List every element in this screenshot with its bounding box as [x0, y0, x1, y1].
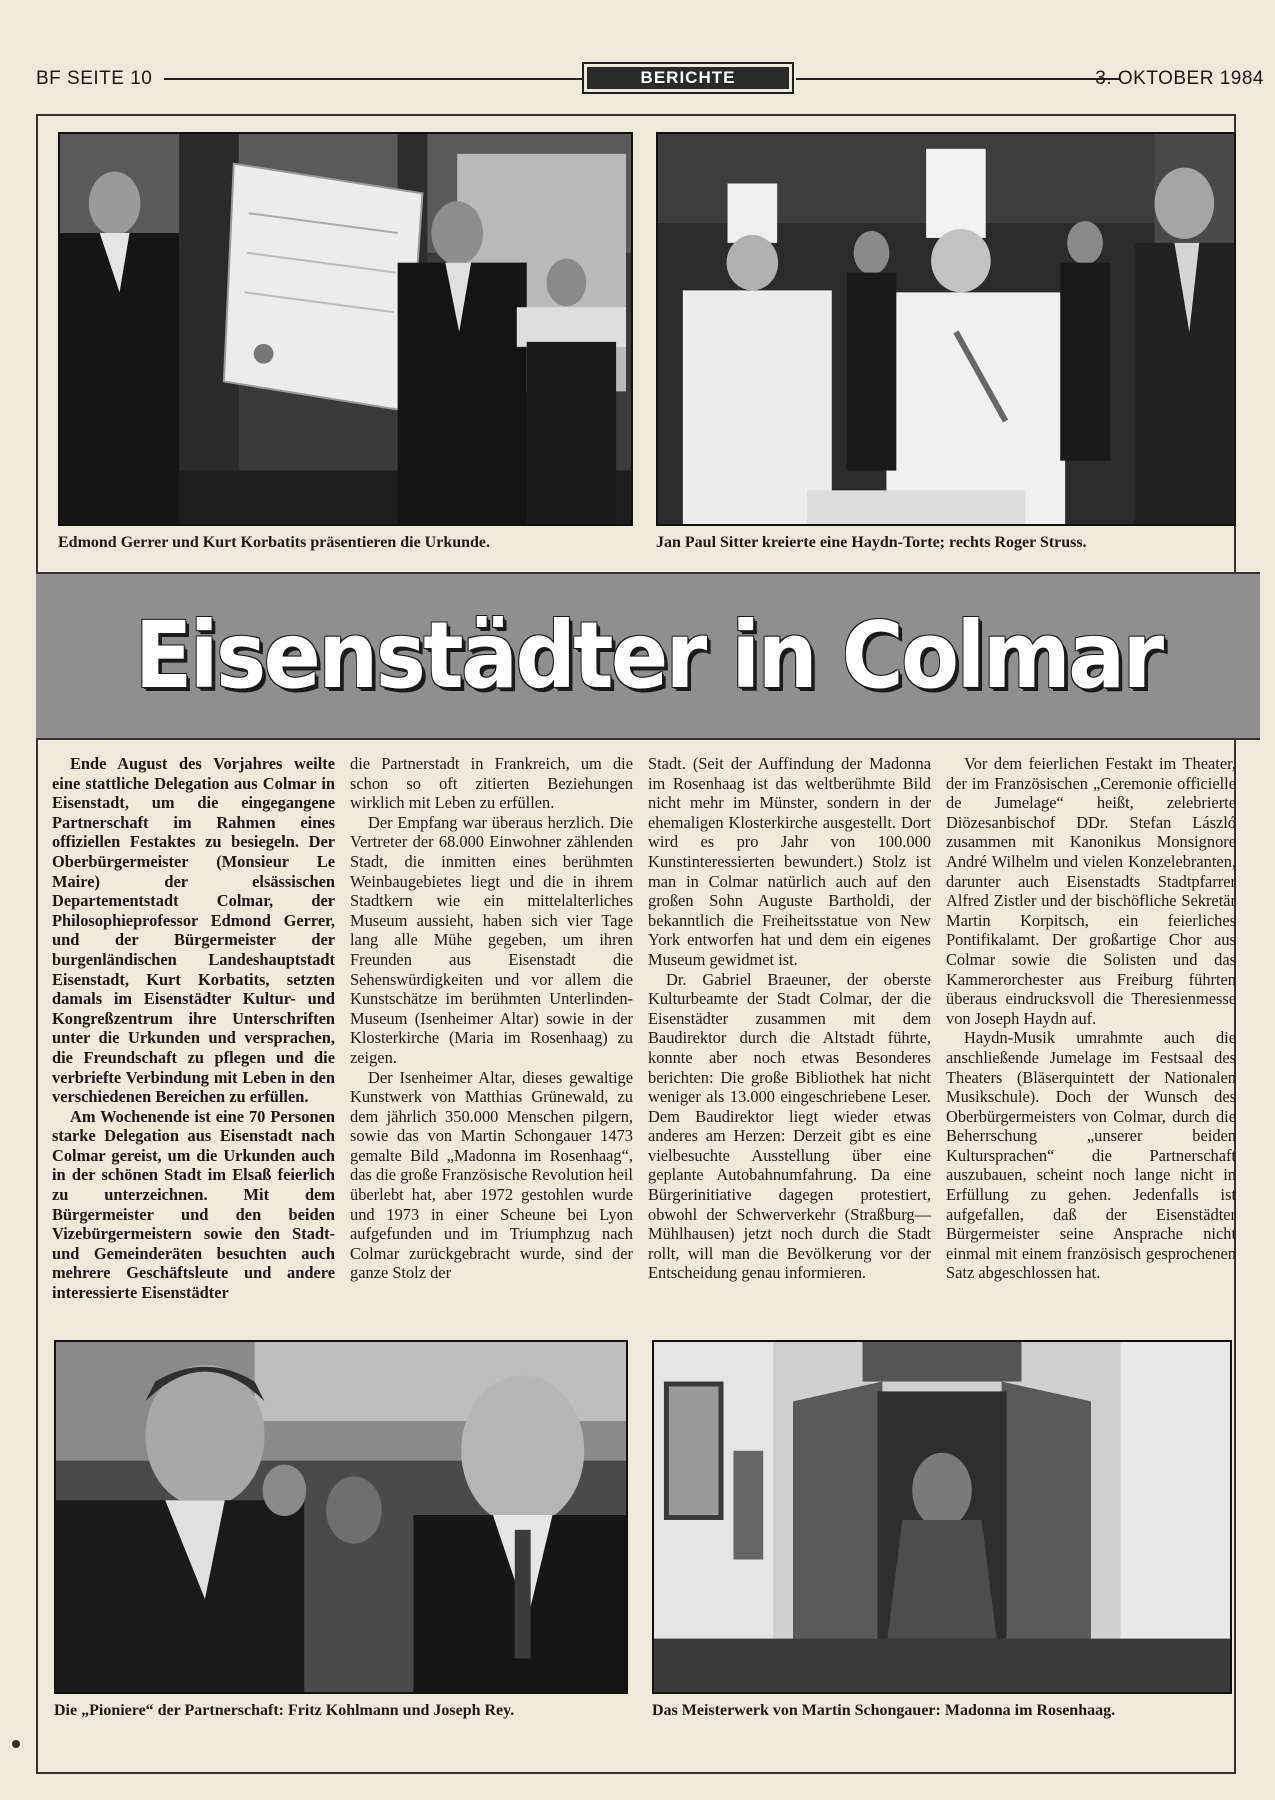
section-label-box: [582, 62, 794, 94]
article-column-2: [350, 754, 633, 1283]
page-header: [36, 62, 1264, 96]
caption-top-right: Jan Paul Sitter kreierte eine Haydn-Torte; rechts Roger Struss.: [656, 534, 1087, 551]
paragraph: Stadt. (Seit der Auffindung der Madonna im Rosenhaag ist das weltberühmte Bild nicht mehr im Münster, sondern in der ehemaligen Klosterkirche ausgestellt. Dort wird es pro Jahr von 100.000 Kunstinteressierten bewundert.) Stolz ist man in Colmar natürlich auch auf den großen Sohn Auguste Bartholdi, der bekanntlich die Freiheitsstatue von New York entworfen hat und dem ein eigenes Museum gewidmet ist.: [648, 754, 931, 969]
section-label: BERICHTE: [587, 67, 789, 89]
caption-top-left: Edmond Gerrer und Kurt Korbatits präsentieren die Urkunde.: [58, 534, 491, 551]
paragraph: Haydn-Musik umrahmte auch die anschließende Jumelage im Festsaal des Theaters (Bläserquintett der Nationalen Musikschule). Doch der Wunsch des Oberbürgermeisters von Colmar, durch die Beherrschung „unserer beiden Kultursprachen“ die Partnerschaft auszubauen, scheint noch lange nicht in Erfüllung zu gehen. Jedenfalls ist aufgefallen, daß der Eisenstädter Bürgermeister seine Ansprache nicht einmal mit einem französisch gesprochenen Satz abgeschlossen hat.: [946, 1028, 1236, 1283]
photo-pioneers: [54, 1340, 628, 1694]
article-column-1: [52, 754, 335, 1303]
issue-date: 3. OKTOBER 1984: [1095, 68, 1264, 89]
headline-banner: [36, 572, 1260, 740]
photo-image: [60, 134, 631, 524]
photo-image: [658, 134, 1234, 524]
paragraph: Der Empfang war überaus herzlich. Die Vertreter der 68.000 Einwohner zählenden Stadt, die inmitten eines berühmten Weinbaugebietes liegt und die in ihrem Stadtkern wie ein mittelalterliches Museum aussieht, haben sich vier Tage lang alle Mühe gegeben, um ihren Freunden aus Eisenstadt die Sehenswürdigkeiten und vor allem die Kunstschätze im berühmten Unterlinden-Museum (Isenheimer Altar) sowie in der Klosterkirche (Maria im Rosenhaag) zu zeigen.: [350, 812, 633, 1067]
page-number: BF SEITE 10: [36, 68, 153, 89]
paragraph: Ende August des Vorjahres weilte eine stattliche Delegation aus Colmar in Eisenstadt, um die eingegangene Partnerschaft im Rahmen eines offiziellen Festaktes zu besiegeln. Der Oberbürgermeister (Monsieur Le Maire) der elsässischen Departementstadt Colmar, der Philosophieprofessor Edmond Gerrer, und der Bürgermeister der burgenländischen Landeshauptstadt Eisenstadt, Kurt Korbatits, setzten damals im Eisenstädter Kultur- und Kongreßzentrum ihre Unterschriften unter die Urkunden und versprachen, die Freundschaft zu pflegen und die verbriefte Verbindung mit Leben in den verschiedenen Bereichen zu erfüllen.: [52, 754, 335, 1107]
article-column-4: [946, 754, 1236, 1283]
paragraph: Dr. Gabriel Braeuner, der oberste Kulturbeamte der Stadt Colmar, der die Eisenstädter zusammen mit dem Baudirektor durch die Altstadt führte, konnte aber noch etwas Besonderes berichten: Die große Bibliothek hat nicht weniger als 13.000 eingeschriebene Leser. Dem Baudirektor liegt wieder etwas anderes am Herzen: Derzeit gibt es eine vielbesuchte Ausstellung über eine geplante Autobahnumfahrung. Da eine Bürgerinitiative dagegen protestiert, obwohl der Schwerverkehr (Straßburg—Mühlhausen) jetzt noch durch die Stadt rollt, will man die Bevölkerung vor der Entscheidung genau informieren.: [648, 969, 931, 1283]
header-rule-left: [164, 78, 582, 80]
photo-image: [654, 1342, 1230, 1692]
margin-mark: [12, 1740, 20, 1748]
article-column-3: [648, 754, 931, 1283]
paragraph: Vor dem feierlichen Festakt im Theater, der im Französischen „Ceremonie officielle de Jumelage“ heißt, zelebrierte Diözesanbischof DDr. Stefan László zusammen mit Kanonikus Monsignore André Wilhelm und vielen Konzelebranten, darunter auch Eisenstadts Stadtpfarrer Alfred Zistler und der bischöfliche Sekretär Martin Korpitsch, ein feierliches Pontifikalamt. Der großartige Chor aus Colmar sowie die Solisten und das Kammerorchester aus Freiburg führten überaus eindrucksvoll die Theresienmesse von Joseph Haydn auf.: [946, 754, 1236, 1028]
paragraph: Am Wochenende ist eine 70 Personen starke Delegation aus Eisenstadt nach Colmar gereist, um die Urkunden auch in der schönen Stadt im Elsaß feierlich zu unterzeichnen. Mit dem Bürgermeister und den beiden Vizebürgermeistern sowie den Stadt- und Gemeinderäten besuchten auch mehrere Geschäftsleute und andere interessierte Eisenstädter: [52, 1106, 335, 1303]
photo-haydn-cake: [656, 132, 1236, 526]
headline: Eisenstädter in Colmar: [134, 602, 1162, 709]
photo-madonna-altar: [652, 1340, 1232, 1694]
caption-bottom-left: Die „Pioniere“ der Partnerschaft: Fritz Kohlmann und Joseph Rey.: [54, 1702, 515, 1719]
paragraph: Der Isenheimer Altar, dieses gewaltige Kunstwerk von Matthias Grünewald, zu dem jährlich 350.000 Menschen pilgern, sowie das von Martin Schongauer 1473 gemalte Bild „Madonna im Rosenhaag“, das die große Französische Revolution heil überlebt hat, aber 1972 gestohlen wurde und 1973 in einer Scheune bei Lyon aufgefunden und im Triumphzug nach Colmar zurückgebracht wurde, sind der ganze Stolz der: [350, 1067, 633, 1283]
paragraph: die Partnerstadt in Frankreich, um die schon so oft zitierten Beziehungen wirklich mit Leben zu erfüllen.: [350, 754, 633, 813]
photo-certificate-presentation: [58, 132, 633, 526]
caption-bottom-right: Das Meisterwerk von Martin Schongauer: Madonna im Rosenhaag.: [652, 1702, 1116, 1719]
photo-image: [56, 1342, 626, 1692]
header-rule-right: [796, 78, 1120, 80]
